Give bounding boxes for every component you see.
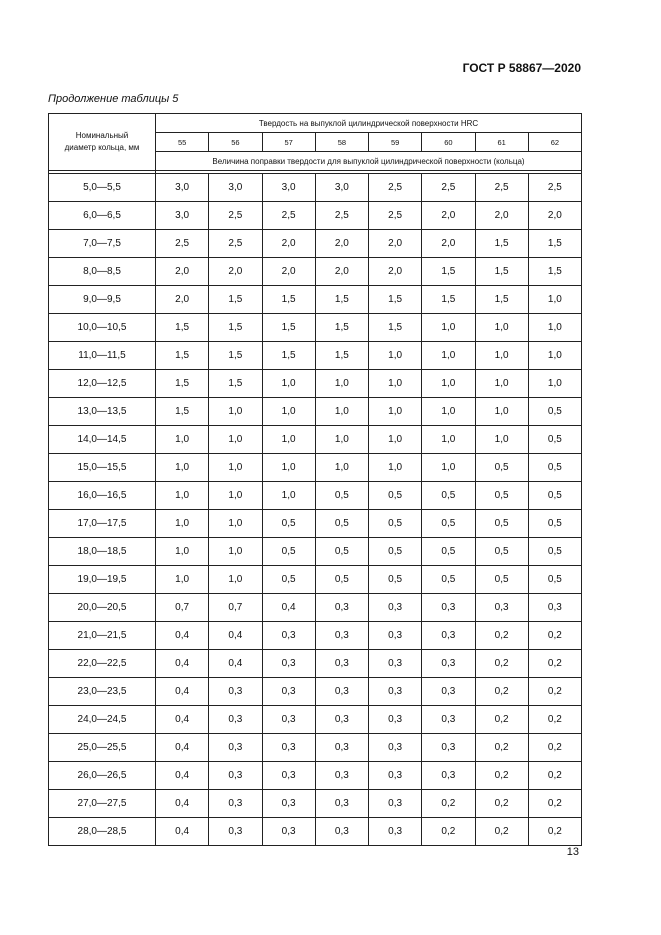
correction-value-cell: 1,0 <box>422 398 475 426</box>
correction-value-cell: 0,2 <box>528 678 581 706</box>
correction-value-cell: 1,5 <box>262 342 315 370</box>
correction-value-cell: 0,3 <box>422 678 475 706</box>
correction-value-cell: 0,3 <box>315 762 368 790</box>
correction-value-cell: 0,2 <box>528 622 581 650</box>
correction-value-cell: 0,3 <box>369 622 422 650</box>
diameter-cell: 5,0—5,5 <box>49 174 156 202</box>
correction-value-cell: 1,0 <box>315 370 368 398</box>
table-row <box>49 370 582 398</box>
correction-value-cell: 0,5 <box>262 566 315 594</box>
correction-value-cell: 0,3 <box>369 650 422 678</box>
correction-value-cell: 1,0 <box>209 510 262 538</box>
table-row <box>49 482 582 510</box>
correction-value-cell: 3,0 <box>209 174 262 202</box>
diameter-cell: 21,0—21,5 <box>49 622 156 650</box>
correction-value-cell: 1,0 <box>528 342 581 370</box>
correction-value-cell: 0,5 <box>315 510 368 538</box>
correction-value-cell: 0,3 <box>262 734 315 762</box>
correction-value-cell: 1,0 <box>422 342 475 370</box>
correction-value-cell: 0,4 <box>156 818 209 846</box>
correction-value-cell: 0,2 <box>475 650 528 678</box>
correction-value-cell: 0,4 <box>156 650 209 678</box>
table-row <box>49 510 582 538</box>
diameter-cell: 8,0—8,5 <box>49 258 156 286</box>
correction-value-cell: 1,0 <box>156 482 209 510</box>
correction-value-cell: 1,0 <box>262 482 315 510</box>
correction-value-cell: 1,0 <box>156 454 209 482</box>
diameter-cell: 26,0—26,5 <box>49 762 156 790</box>
correction-value-cell: 0,5 <box>315 482 368 510</box>
correction-value-cell: 0,3 <box>315 678 368 706</box>
correction-value-cell: 2,5 <box>209 230 262 258</box>
correction-value-cell: 2,0 <box>156 286 209 314</box>
correction-value-cell: 1,0 <box>528 314 581 342</box>
correction-value-cell: 2,5 <box>475 174 528 202</box>
correction-value-cell: 0,3 <box>422 762 475 790</box>
correction-value-cell: 0,3 <box>315 818 368 846</box>
correction-value-cell: 0,5 <box>369 482 422 510</box>
correction-value-cell: 0,4 <box>262 594 315 622</box>
correction-value-cell: 1,0 <box>262 370 315 398</box>
correction-value-cell: 2,0 <box>156 258 209 286</box>
correction-value-cell: 0,2 <box>475 622 528 650</box>
correction-value-cell: 0,4 <box>209 650 262 678</box>
diameter-cell: 7,0—7,5 <box>49 230 156 258</box>
table-row <box>49 622 582 650</box>
correction-value-cell: 2,5 <box>369 174 422 202</box>
table-row <box>49 202 582 230</box>
correction-value-cell: 0,5 <box>369 510 422 538</box>
correction-value-cell: 0,2 <box>475 818 528 846</box>
correction-value-cell: 0,4 <box>156 622 209 650</box>
correction-value-cell: 0,5 <box>315 566 368 594</box>
correction-value-cell: 1,0 <box>209 566 262 594</box>
correction-value-cell: 1,0 <box>369 454 422 482</box>
correction-value-cell: 0,3 <box>315 650 368 678</box>
correction-value-cell: 1,0 <box>475 426 528 454</box>
correction-value-cell: 0,4 <box>156 762 209 790</box>
diameter-header-line2: диаметр кольца, мм <box>64 143 140 152</box>
table-row <box>49 426 582 454</box>
table-row <box>49 762 582 790</box>
hardness-column-62: 62 <box>528 133 581 152</box>
hardness-column-59: 59 <box>369 133 422 152</box>
diameter-cell: 19,0—19,5 <box>49 566 156 594</box>
diameter-cell: 12,0—12,5 <box>49 370 156 398</box>
correction-value-cell: 0,5 <box>528 454 581 482</box>
correction-value-cell: 0,5 <box>528 398 581 426</box>
correction-value-cell: 0,5 <box>369 538 422 566</box>
correction-value-cell: 2,0 <box>262 230 315 258</box>
hardness-correction-table <box>48 113 582 846</box>
correction-value-cell: 2,0 <box>528 202 581 230</box>
table-row <box>49 314 582 342</box>
correction-value-cell: 1,5 <box>262 314 315 342</box>
correction-value-cell: 0,3 <box>209 734 262 762</box>
correction-value-cell: 0,3 <box>315 622 368 650</box>
correction-value-cell: 0,5 <box>262 538 315 566</box>
correction-value-cell: 0,5 <box>315 538 368 566</box>
table-row <box>49 454 582 482</box>
table-row <box>49 174 582 202</box>
correction-value-cell: 0,3 <box>369 678 422 706</box>
correction-value-cell: 2,0 <box>315 230 368 258</box>
hardness-column-56: 56 <box>209 133 262 152</box>
table-row <box>49 594 582 622</box>
diameter-cell: 27,0—27,5 <box>49 790 156 818</box>
diameter-cell: 17,0—17,5 <box>49 510 156 538</box>
correction-value-cell: 0,3 <box>422 622 475 650</box>
diameter-cell: 23,0—23,5 <box>49 678 156 706</box>
correction-value-cell: 0,2 <box>528 818 581 846</box>
correction-value-cell: 0,3 <box>315 706 368 734</box>
correction-value-cell: 1,5 <box>209 370 262 398</box>
correction-value-cell: 1,5 <box>369 286 422 314</box>
correction-value-cell: 1,5 <box>528 258 581 286</box>
correction-value-cell: 0,2 <box>475 762 528 790</box>
correction-value-cell: 1,5 <box>475 258 528 286</box>
correction-value-cell: 0,4 <box>209 622 262 650</box>
correction-value-cell: 1,5 <box>528 230 581 258</box>
correction-value-cell: 0,3 <box>528 594 581 622</box>
correction-value-cell: 0,5 <box>475 538 528 566</box>
correction-value-cell: 1,0 <box>315 398 368 426</box>
correction-value-cell: 0,3 <box>262 762 315 790</box>
correction-value-cell: 0,3 <box>262 790 315 818</box>
table-row <box>49 342 582 370</box>
correction-value-cell: 0,2 <box>528 734 581 762</box>
correction-value-cell: 0,5 <box>475 454 528 482</box>
correction-value-cell: 3,0 <box>262 174 315 202</box>
correction-value-cell: 1,5 <box>209 342 262 370</box>
correction-value-cell: 1,5 <box>315 286 368 314</box>
correction-value-cell: 1,5 <box>156 370 209 398</box>
diameter-cell: 11,0—11,5 <box>49 342 156 370</box>
correction-value-cell: 0,2 <box>528 706 581 734</box>
table-row <box>49 258 582 286</box>
correction-value-cell: 1,0 <box>209 426 262 454</box>
correction-value-cell: 1,5 <box>262 286 315 314</box>
correction-value-cell: 1,0 <box>422 454 475 482</box>
correction-value-cell: 0,2 <box>528 650 581 678</box>
correction-value-cell: 0,2 <box>422 818 475 846</box>
page-number: 13 <box>566 846 579 858</box>
correction-value-cell: 0,5 <box>422 538 475 566</box>
correction-value-cell: 0,3 <box>422 594 475 622</box>
correction-value-cell: 0,3 <box>262 650 315 678</box>
correction-value-cell: 1,0 <box>475 398 528 426</box>
correction-value-cell: 0,3 <box>315 734 368 762</box>
correction-value-cell: 0,3 <box>209 706 262 734</box>
correction-value-cell: 0,3 <box>369 818 422 846</box>
correction-value-cell: 1,5 <box>156 398 209 426</box>
correction-value-cell: 0,7 <box>209 594 262 622</box>
table-row <box>49 286 582 314</box>
table-row <box>49 734 582 762</box>
correction-value-cell: 2,0 <box>475 202 528 230</box>
correction-value-cell: 1,0 <box>209 482 262 510</box>
correction-value-cell: 0,3 <box>369 734 422 762</box>
correction-value-cell: 1,0 <box>262 398 315 426</box>
correction-value-cell: 2,0 <box>369 258 422 286</box>
correction-value-cell: 0,5 <box>475 482 528 510</box>
correction-value-cell: 1,0 <box>422 314 475 342</box>
correction-value-cell: 1,5 <box>209 314 262 342</box>
correction-value-cell: 1,0 <box>369 398 422 426</box>
correction-value-cell: 1,0 <box>156 426 209 454</box>
correction-value-cell: 1,0 <box>262 454 315 482</box>
correction-value-cell: 1,5 <box>315 314 368 342</box>
correction-value-cell: 0,5 <box>422 566 475 594</box>
correction-value-cell: 2,5 <box>209 202 262 230</box>
diameter-cell: 14,0—14,5 <box>49 426 156 454</box>
correction-value-cell: 0,3 <box>262 818 315 846</box>
correction-value-cell: 1,5 <box>315 342 368 370</box>
correction-value-cell: 1,5 <box>156 342 209 370</box>
diameter-column-header <box>49 114 156 171</box>
correction-value-cell: 1,5 <box>422 286 475 314</box>
correction-value-cell: 0,3 <box>209 818 262 846</box>
correction-value-cell: 2,0 <box>422 202 475 230</box>
correction-value-cell: 0,2 <box>528 790 581 818</box>
correction-value-cell: 1,0 <box>315 454 368 482</box>
correction-value-cell: 1,5 <box>422 258 475 286</box>
correction-value-cell: 0,5 <box>475 510 528 538</box>
correction-value-cell: 1,0 <box>422 370 475 398</box>
table-row <box>49 818 582 846</box>
correction-value-cell: 0,3 <box>315 594 368 622</box>
table-row <box>49 790 582 818</box>
correction-value-cell: 2,5 <box>262 202 315 230</box>
correction-value-cell: 0,3 <box>475 594 528 622</box>
correction-value-cell: 0,4 <box>156 706 209 734</box>
correction-value-cell: 0,5 <box>528 510 581 538</box>
correction-value-cell: 1,5 <box>156 314 209 342</box>
diameter-cell: 22,0—22,5 <box>49 650 156 678</box>
hardness-column-57: 57 <box>262 133 315 152</box>
correction-value-cell: 0,3 <box>209 790 262 818</box>
table-row <box>49 230 582 258</box>
table-caption: Продолжение таблицы 5 <box>48 93 179 105</box>
correction-value-cell: 1,0 <box>209 454 262 482</box>
table-row <box>49 398 582 426</box>
correction-value-cell: 2,5 <box>422 174 475 202</box>
hardness-column-55: 55 <box>156 133 209 152</box>
diameter-cell: 9,0—9,5 <box>49 286 156 314</box>
correction-value-cell: 0,3 <box>369 790 422 818</box>
correction-value-cell: 0,3 <box>422 706 475 734</box>
correction-value-cell: 0,3 <box>422 650 475 678</box>
correction-value-cell: 0,2 <box>475 678 528 706</box>
correction-value-cell: 0,3 <box>315 790 368 818</box>
correction-value-cell: 0,2 <box>528 762 581 790</box>
correction-value-cell: 2,0 <box>315 258 368 286</box>
diameter-cell: 16,0—16,5 <box>49 482 156 510</box>
correction-value-cell: 0,5 <box>528 482 581 510</box>
table-row <box>49 678 582 706</box>
table-row <box>49 538 582 566</box>
correction-value-cell: 3,0 <box>315 174 368 202</box>
diameter-cell: 28,0—28,5 <box>49 818 156 846</box>
correction-value-cell: 0,4 <box>156 734 209 762</box>
hardness-column-61: 61 <box>475 133 528 152</box>
correction-value-cell: 2,0 <box>262 258 315 286</box>
correction-value-cell: 1,0 <box>262 426 315 454</box>
correction-value-cell: 1,0 <box>528 370 581 398</box>
hardness-column-60: 60 <box>422 133 475 152</box>
correction-value-cell: 0,5 <box>422 510 475 538</box>
correction-value-cell: 1,0 <box>315 426 368 454</box>
correction-value-cell: 1,0 <box>528 286 581 314</box>
correction-value-cell: 1,0 <box>475 342 528 370</box>
correction-value-cell: 2,5 <box>156 230 209 258</box>
diameter-cell: 10,0—10,5 <box>49 314 156 342</box>
correction-value-cell: 0,3 <box>369 594 422 622</box>
correction-value-cell: 0,5 <box>262 510 315 538</box>
correction-value-cell: 2,0 <box>369 230 422 258</box>
correction-value-cell: 3,0 <box>156 174 209 202</box>
correction-value-cell: 1,5 <box>475 286 528 314</box>
correction-value-cell: 0,3 <box>262 678 315 706</box>
correction-value-cell: 0,3 <box>369 706 422 734</box>
correction-value-cell: 1,0 <box>156 566 209 594</box>
table-row <box>49 566 582 594</box>
correction-value-cell: 0,5 <box>422 482 475 510</box>
diameter-cell: 15,0—15,5 <box>49 454 156 482</box>
correction-value-cell: 0,2 <box>422 790 475 818</box>
correction-value-cell: 1,0 <box>369 370 422 398</box>
correction-value-cell: 2,0 <box>422 230 475 258</box>
correction-value-cell: 0,4 <box>156 790 209 818</box>
correction-value-cell: 0,3 <box>369 762 422 790</box>
correction-value-cell: 0,3 <box>209 762 262 790</box>
hardness-column-58: 58 <box>315 133 368 152</box>
diameter-cell: 6,0—6,5 <box>49 202 156 230</box>
correction-value-cell: 0,5 <box>528 426 581 454</box>
correction-value-cell: 0,7 <box>156 594 209 622</box>
correction-value-cell: 0,5 <box>528 566 581 594</box>
correction-value-cell: 1,0 <box>156 538 209 566</box>
diameter-cell: 13,0—13,5 <box>49 398 156 426</box>
correction-value-cell: 3,0 <box>156 202 209 230</box>
correction-value-cell: 1,5 <box>475 230 528 258</box>
correction-value-cell: 0,2 <box>475 790 528 818</box>
correction-value-cell: 1,5 <box>209 286 262 314</box>
correction-value-cell: 1,0 <box>209 538 262 566</box>
diameter-cell: 20,0—20,5 <box>49 594 156 622</box>
correction-value-cell: 0,2 <box>475 706 528 734</box>
correction-value-cell: 0,3 <box>262 706 315 734</box>
correction-value-cell: 0,5 <box>528 538 581 566</box>
correction-value-cell: 1,5 <box>369 314 422 342</box>
correction-value-cell: 1,0 <box>475 314 528 342</box>
correction-value-cell: 2,0 <box>209 258 262 286</box>
diameter-cell: 25,0—25,5 <box>49 734 156 762</box>
correction-value-cell: 2,5 <box>315 202 368 230</box>
correction-value-cell: 0,3 <box>262 622 315 650</box>
correction-value-cell: 1,0 <box>369 342 422 370</box>
diameter-cell: 24,0—24,5 <box>49 706 156 734</box>
correction-value-cell: 0,3 <box>209 678 262 706</box>
correction-value-cell: 2,5 <box>369 202 422 230</box>
correction-value-cell: 1,0 <box>369 426 422 454</box>
table-row <box>49 706 582 734</box>
standard-code: ГОСТ Р 58867—2020 <box>462 61 581 75</box>
correction-value-cell: 1,0 <box>209 398 262 426</box>
correction-value-cell: 0,2 <box>475 734 528 762</box>
correction-value-cell: 0,3 <box>422 734 475 762</box>
correction-value-cell: 1,0 <box>156 510 209 538</box>
correction-header: Величина поправки твердости для выпуклой цилиндрической поверхности (кольца) <box>156 152 582 171</box>
hardness-header: Твердость на выпуклой цилиндрической поверхности HRC <box>156 114 582 133</box>
correction-value-cell: 0,4 <box>156 678 209 706</box>
diameter-header-line1: Номинальный <box>75 131 129 140</box>
correction-value-cell: 2,5 <box>528 174 581 202</box>
diameter-cell: 18,0—18,5 <box>49 538 156 566</box>
correction-value-cell: 0,5 <box>475 566 528 594</box>
correction-value-cell: 1,0 <box>475 370 528 398</box>
correction-value-cell: 1,0 <box>422 426 475 454</box>
table-row <box>49 650 582 678</box>
header-row-main <box>49 114 582 133</box>
correction-value-cell: 0,5 <box>369 566 422 594</box>
